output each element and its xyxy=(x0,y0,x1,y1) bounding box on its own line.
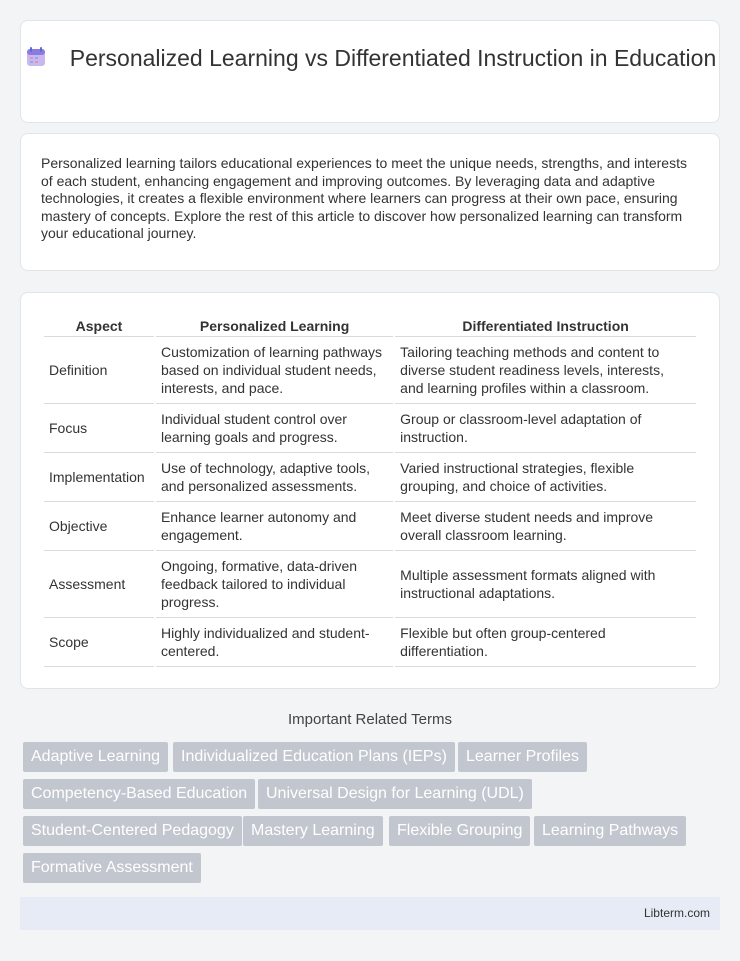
differentiated-cell: Multiple assessment formats aligned with instructional adaptations. xyxy=(395,551,696,618)
personalized-cell: Individual student control over learning goals and progress. xyxy=(156,404,393,453)
differentiated-cell: Flexible but often group-centered differentiation. xyxy=(395,618,696,667)
comparison-table xyxy=(42,315,698,667)
aspect-cell: Objective xyxy=(44,502,154,551)
header-aspect: Aspect xyxy=(44,315,154,337)
table-row xyxy=(44,551,696,618)
calendar-icon xyxy=(24,45,48,69)
related-term-tag[interactable]: Competency-Based Education xyxy=(23,779,255,809)
aspect-cell: Assessment xyxy=(44,551,154,618)
intro-card xyxy=(20,133,720,271)
related-term-tag[interactable]: Formative Assessment xyxy=(23,853,201,883)
related-term-tag[interactable]: Adaptive Learning xyxy=(23,742,168,772)
aspect-cell: Scope xyxy=(44,618,154,667)
personalized-cell: Use of technology, adaptive tools, and personalized assessments. xyxy=(156,453,393,502)
table-row xyxy=(44,502,696,551)
intro-paragraph: Personalized learning tailors educational experiences to meet the unique needs, strengths, and interests of each student, enhancing engagement and improving outcomes. By leveraging data and adaptive technologies, it creates a flexible environment where learners can progress at their own pace, ensuring mastery of concepts. Explore the rest of this article to discover how personalized learning can transform your educational journey. xyxy=(41,155,687,242)
aspect-cell: Definition xyxy=(44,337,154,404)
differentiated-cell: Group or classroom-level adaptation of instruction. xyxy=(395,404,696,453)
related-term-tag[interactable]: Individualized Education Plans (IEPs) xyxy=(173,742,455,772)
personalized-cell: Highly individualized and student-centered. xyxy=(156,618,393,667)
differentiated-cell: Varied instructional strategies, flexible grouping, and choice of activities. xyxy=(395,453,696,502)
aspect-cell: Implementation xyxy=(44,453,154,502)
related-term-tag[interactable]: Student-Centered Pedagogy xyxy=(23,816,242,846)
title-card xyxy=(20,20,720,123)
related-terms-heading: Important Related Terms xyxy=(288,711,452,728)
table-row xyxy=(44,453,696,502)
differentiated-cell: Meet diverse student needs and improve overall classroom learning. xyxy=(395,502,696,551)
related-term-tag[interactable]: Learner Profiles xyxy=(458,742,587,772)
related-term-tag[interactable]: Learning Pathways xyxy=(534,816,686,846)
table-row xyxy=(44,618,696,667)
related-term-tag[interactable]: Mastery Learning xyxy=(243,816,383,846)
header-personalized-learning: Personalized Learning xyxy=(156,315,393,337)
aspect-cell: Focus xyxy=(44,404,154,453)
related-term-tag[interactable]: Universal Design for Learning (UDL) xyxy=(258,779,532,809)
comparison-card xyxy=(20,292,720,689)
table-row xyxy=(44,404,696,453)
page-title-text: Personalized Learning vs Differentiated Instruction in Education xyxy=(69,45,717,71)
header-differentiated-instruction: Differentiated Instruction xyxy=(395,315,696,337)
footer-site-link[interactable]: Libterm.com xyxy=(643,906,710,920)
table-row xyxy=(44,337,696,404)
footer xyxy=(20,897,720,930)
personalized-cell: Customization of learning pathways based on individual student needs, interests, and pace. xyxy=(156,337,393,404)
personalized-cell: Enhance learner autonomy and engagement. xyxy=(156,502,393,551)
differentiated-cell: Tailoring teaching methods and content to diverse student readiness levels, interests, and learning profiles within a classroom. xyxy=(395,337,696,404)
related-term-tag[interactable]: Flexible Grouping xyxy=(389,816,530,846)
page-title xyxy=(21,44,719,73)
personalized-cell: Ongoing, formative, data-driven feedback tailored to individual progress. xyxy=(156,551,393,618)
table-header-row xyxy=(44,315,696,337)
